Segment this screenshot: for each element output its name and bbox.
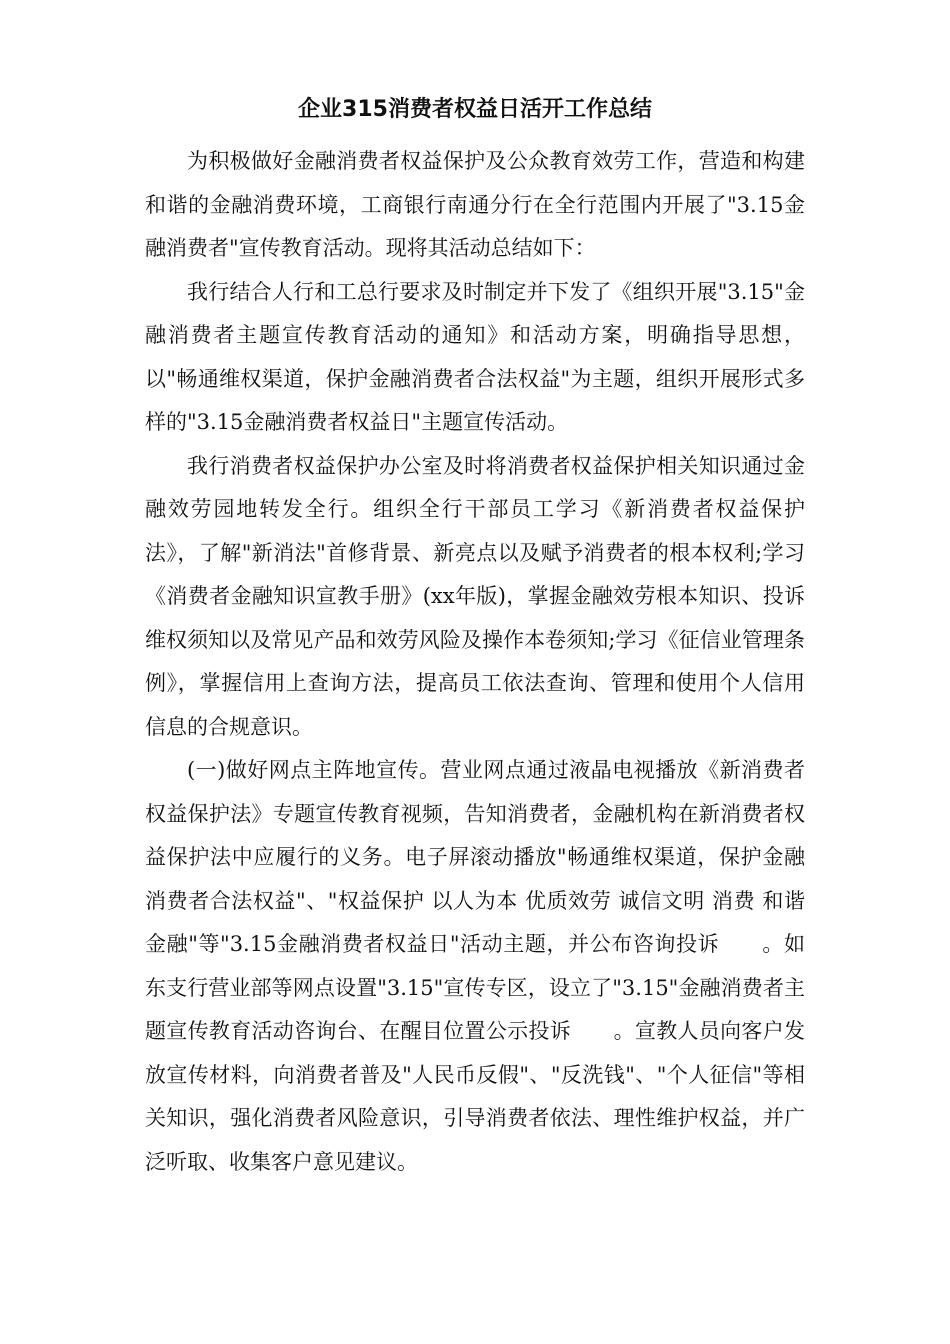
paragraph-guidance: 我行结合人行和工总行要求及时制定并下发了《组织开展"3.15"金融消费者主题宣传教育活动的通知》和活动方案，明确指导思想，以"畅通维权渠道，保护金融消费者合法权益"为主题，组织开展形式多样的"3.15金融消费者权益日"主题宣传活动。 (145, 279, 805, 434)
document-body (145, 140, 805, 1184)
paragraph-intro: 为积极做好金融消费者权益保护及公众教育效劳工作，营造和构建和谐的金融消费环境，工商银行南通分行在全行范围内开展了"3.15金融消费者"宣传教育活动。现将其活动总结如下： (145, 149, 805, 260)
paragraph-training: 我行消费者权益保护办公室及时将消费者权益保护相关知识通过金融效劳园地转发全行。组织全行干部员工学习《新消费者权益保护法》，了解"新消法"首修背景、新亮点以及赋予消费者的根本权利;学习《消费者金融知识宣教手册》(xx年版)，掌握金融效劳根本知识、投诉维权须知以及常见产品和效劳风险及操作本卷须知;学习《征信业管理条例》，掌握信用上查询方法，提高员工依法查询、管理和使用个人信用信息的合规意识。 (145, 453, 805, 739)
paragraph-branch-publicity: (一)做好网点主阵地宣传。营业网点通过液晶电视播放《新消费者权益保护法》专题宣传教育视频，告知消费者，金融机构在新消费者权益保护法中应履行的义务。电子屏滚动播放"畅通维权渠道，保护金融消费者合法权益"、"权益保护 以人为本 优质效劳 诚信文明 消费 和谐金融"等"3.15金融消费者权益日"活动主题，并公布咨询投诉 。如东支行营业部等网点设置"3.15"宣传专区，设立了"3.15"金融消费者主题宣传教育活动咨询台、在醒目位置公示投诉 。宣教人员向客户发放宣传材料，向消费者普及"人民币反假"、"反洗钱"、"个人征信"等相关知识，强化消费者风险意识，引导消费者依法、理性维护权益，并广泛听取、收集客户意见建议。 (145, 758, 805, 1174)
document-title: 企业315消费者权益日活开工作总结 (298, 97, 652, 122)
